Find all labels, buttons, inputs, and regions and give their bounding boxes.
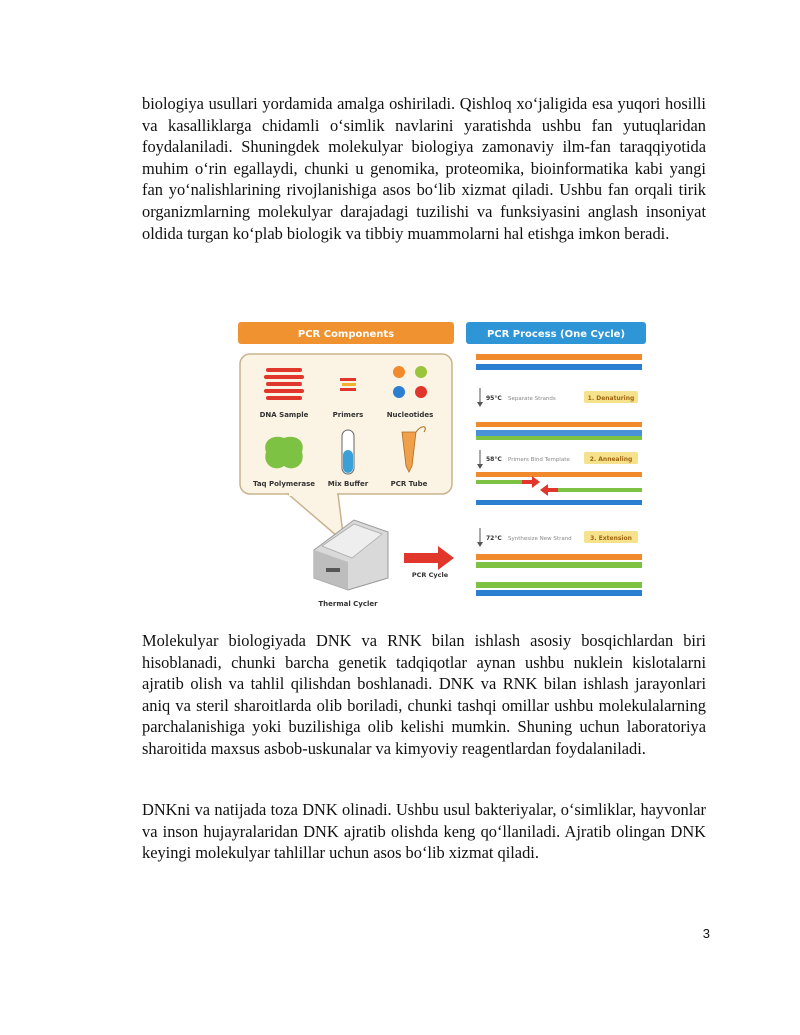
thermal-cycler-label: Thermal Cycler <box>318 600 378 608</box>
nucleotides-label: Nucleotides <box>386 411 434 419</box>
taq-polymerase-label: Taq Polymerase <box>252 480 316 488</box>
mix-buffer-icon <box>342 430 354 474</box>
pcr-components-title: PCR Components <box>297 329 395 340</box>
step-3-desc: Synthesize New Strand <box>508 536 572 542</box>
paragraph-1: biologiya usullari yordamida amalga oshiriladi. Qishloq xo‘jaligida esa yuqori hosilli va kasalliklarga chidamli o‘simlik navlarini yaratishda ushbu fan yutuqlaridan foydalaniladi. Shuningdek molekulyar biologiya zamonaviy ilm-fan taraqqiyotida muhim o‘rin egallaydi, chunki u genomika, proteomika, bioinformatika kabi yangi fan yo‘nalishlarining rivojlanishiga asos bo‘lib xizmat qiladi. Ushbu fan orqali tirik organizmlarning molekulyar darajadagi tuzilishi va funksiyasini anglash insoniyat oldida turgan ko‘plab biologik va tibbiy muammolarni hal etishga imkon beradi. <box>142 94 706 243</box>
dna-strands-top <box>476 354 642 370</box>
step-3-name: 3. Extension <box>590 535 632 542</box>
pcr-process-title: PCR Process (One Cycle) <box>486 329 626 340</box>
step-2-temp: 58°C <box>486 456 502 463</box>
dna-strands-extended <box>476 554 642 596</box>
pcr-tube-label: PCR Tube <box>390 480 428 488</box>
step-2-name: 2. Annealing <box>589 456 633 463</box>
step-1-temp: 95°C <box>486 395 502 402</box>
step-2-desc: Primers Bind Template <box>508 457 570 463</box>
page-number: 3 <box>702 926 710 941</box>
step-extension <box>477 528 638 547</box>
step-1-name: 1. Denaturing <box>587 395 635 402</box>
step-3-temp: 72°C <box>486 535 502 542</box>
paragraph-3: DNKni va natijada toza DNK olinadi. Ushbu usul bakteriyalar, o‘simliklar, hayvonlar va inson hujayralaridan DNK ajratib olishda keng qo‘llaniladi. Ajratib olingan DNK keyingi molekulyar tahlillar uchun asos bo‘lib xizmat qiladi. <box>142 800 706 863</box>
pcr-cycle-arrow <box>404 546 454 570</box>
primers-icon <box>340 378 356 391</box>
mix-buffer-label: Mix Buffer <box>327 480 369 488</box>
taq-polymerase-icon <box>265 437 303 469</box>
dna-strands-denatured <box>476 422 642 440</box>
pcr-components-panel <box>240 354 452 542</box>
primers-label: Primers <box>332 411 364 419</box>
paragraph-2: Molekulyar biologiyada DNK va RNK bilan ishlash asosiy bosqichlardan biri hisoblanadi, chunki barcha genetik tadqiqotlar aynan ushbu nuklein kislotalarni ajratib olish va tahlil qilishdan boshlanadi. DNK va RNK bilan ishlash jarayonlari aniq va steril sharoitlarda olib boriladi, chunki tashqi omillar ushbu molekulalarning parchalanishiga yoki buzilishiga olib kelishi mumkin. Shuning uchun laboratoriya sharoitida maxsus asbob-uskunalar va kimyoviy reagentlardan foydalaniladi. <box>142 631 706 758</box>
dna-sample-label: DNA Sample <box>259 411 309 419</box>
thermal-cycler-icon <box>314 520 388 590</box>
pcr-components-header <box>238 322 454 344</box>
pcr-figure <box>236 320 648 612</box>
step-denaturing <box>477 388 638 407</box>
dna-strands-annealed <box>476 472 642 505</box>
pcr-process-header <box>466 322 646 344</box>
step-1-desc: Separate Strands <box>508 396 556 402</box>
pcr-cycle-label: PCR Cycle <box>411 571 449 579</box>
step-annealing <box>477 450 638 469</box>
